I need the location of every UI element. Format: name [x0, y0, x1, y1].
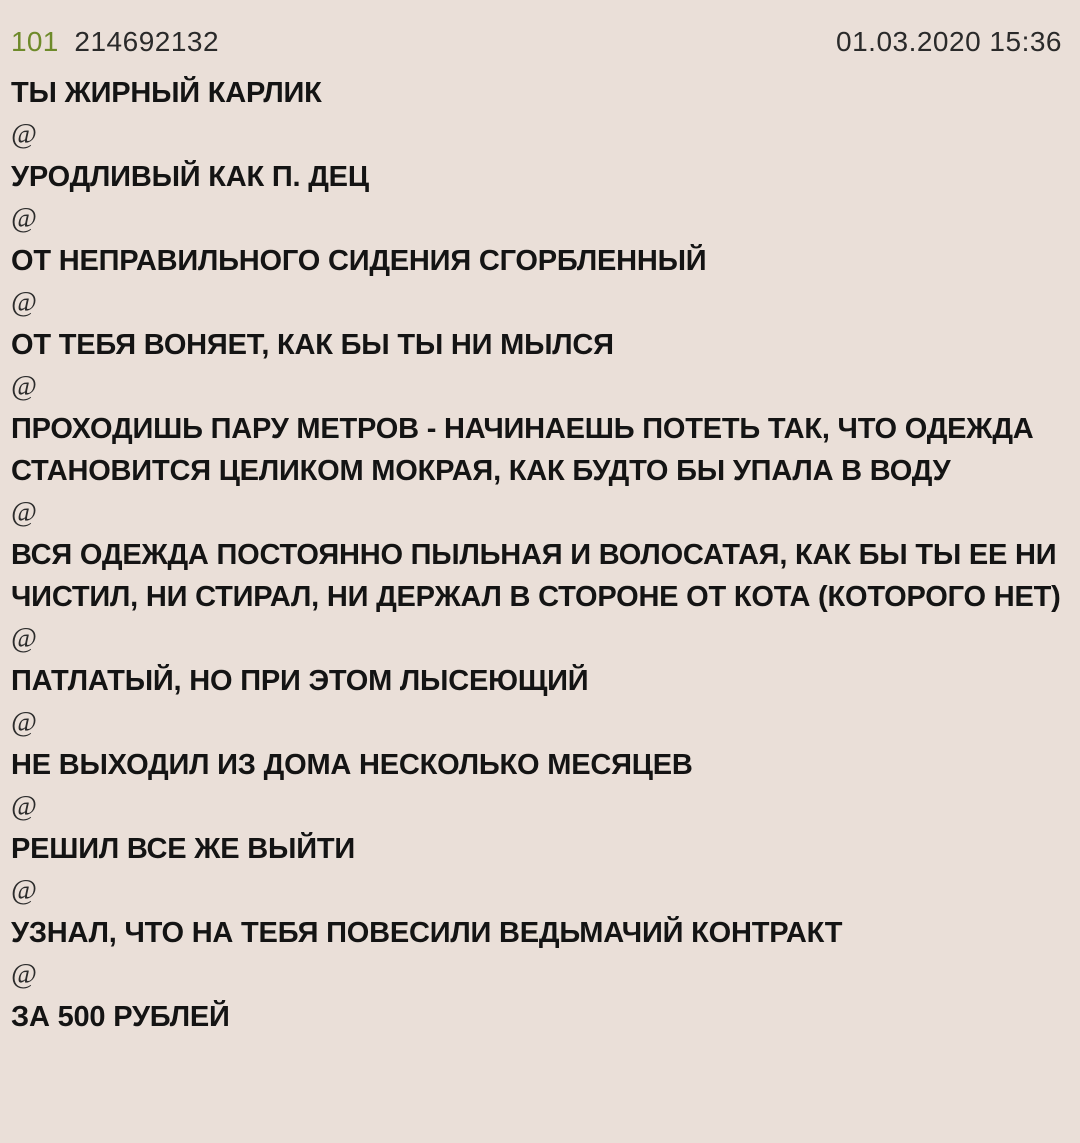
separator: @: [11, 875, 37, 906]
post-line: ТЫ ЖИРНЫЙ КАРЛИК: [11, 77, 322, 109]
separator: @: [11, 287, 37, 318]
post-line: ОТ ТЕБЯ ВОНЯЕТ, КАК БЫ ТЫ НИ МЫЛСЯ: [11, 329, 614, 361]
separator: @: [11, 371, 37, 402]
post-date: 01.03.2020 15:36: [836, 26, 1062, 57]
post-line: УЗНАЛ, ЧТО НА ТЕБЯ ПОВЕСИЛИ ВЕДЬМАЧИЙ КОНТРАКТ: [11, 917, 843, 949]
post-line: ЗА 500 РУБЛЕЙ: [11, 1001, 230, 1033]
separator: @: [11, 497, 37, 528]
post-number-link[interactable]: 101: [11, 26, 59, 57]
post-line: НЕ ВЫХОДИЛ ИЗ ДОМА НЕСКОЛЬКО МЕСЯЦЕВ: [11, 749, 693, 781]
post-line: ОТ НЕПРАВИЛЬНОГО СИДЕНИЯ СГОРБЛЕННЫЙ: [11, 245, 707, 277]
post-line: ПАТЛАТЫЙ, НО ПРИ ЭТОМ ЛЫСЕЮЩИЙ: [11, 665, 589, 697]
separator: @: [11, 623, 37, 654]
post-line: ВСЯ ОДЕЖДА ПОСТОЯННО ПЫЛЬНАЯ И ВОЛОСАТАЯ, КАК БЫ ТЫ ЕЕ НИ ЧИСТИЛ, НИ СТИРАЛ, НИ ДЕРЖАЛ В СТОРОНЕ ОТ КОТА (КОТОРОГО НЕТ): [11, 539, 1061, 613]
post-line: УРОДЛИВЫЙ КАК П. ДЕЦ: [11, 161, 369, 193]
post-header: [11, 22, 1066, 62]
separator: @: [11, 119, 37, 150]
separator: @: [11, 707, 37, 738]
separator: @: [11, 959, 37, 990]
separator: @: [11, 791, 37, 822]
separator: @: [11, 203, 37, 234]
post-line: РЕШИЛ ВСЕ ЖЕ ВЫЙТИ: [11, 833, 356, 865]
post-line: ПРОХОДИШЬ ПАРУ МЕТРОВ - НАЧИНАЕШЬ ПОТЕТЬ ТАК, ЧТО ОДЕЖДА СТАНОВИТСЯ ЦЕЛИКОМ МОКРАЯ, КАК БУДТО БЫ УПАЛА В ВОДУ: [11, 413, 1034, 487]
post-id: 214692132: [74, 26, 220, 57]
post-body: [11, 72, 1066, 1038]
